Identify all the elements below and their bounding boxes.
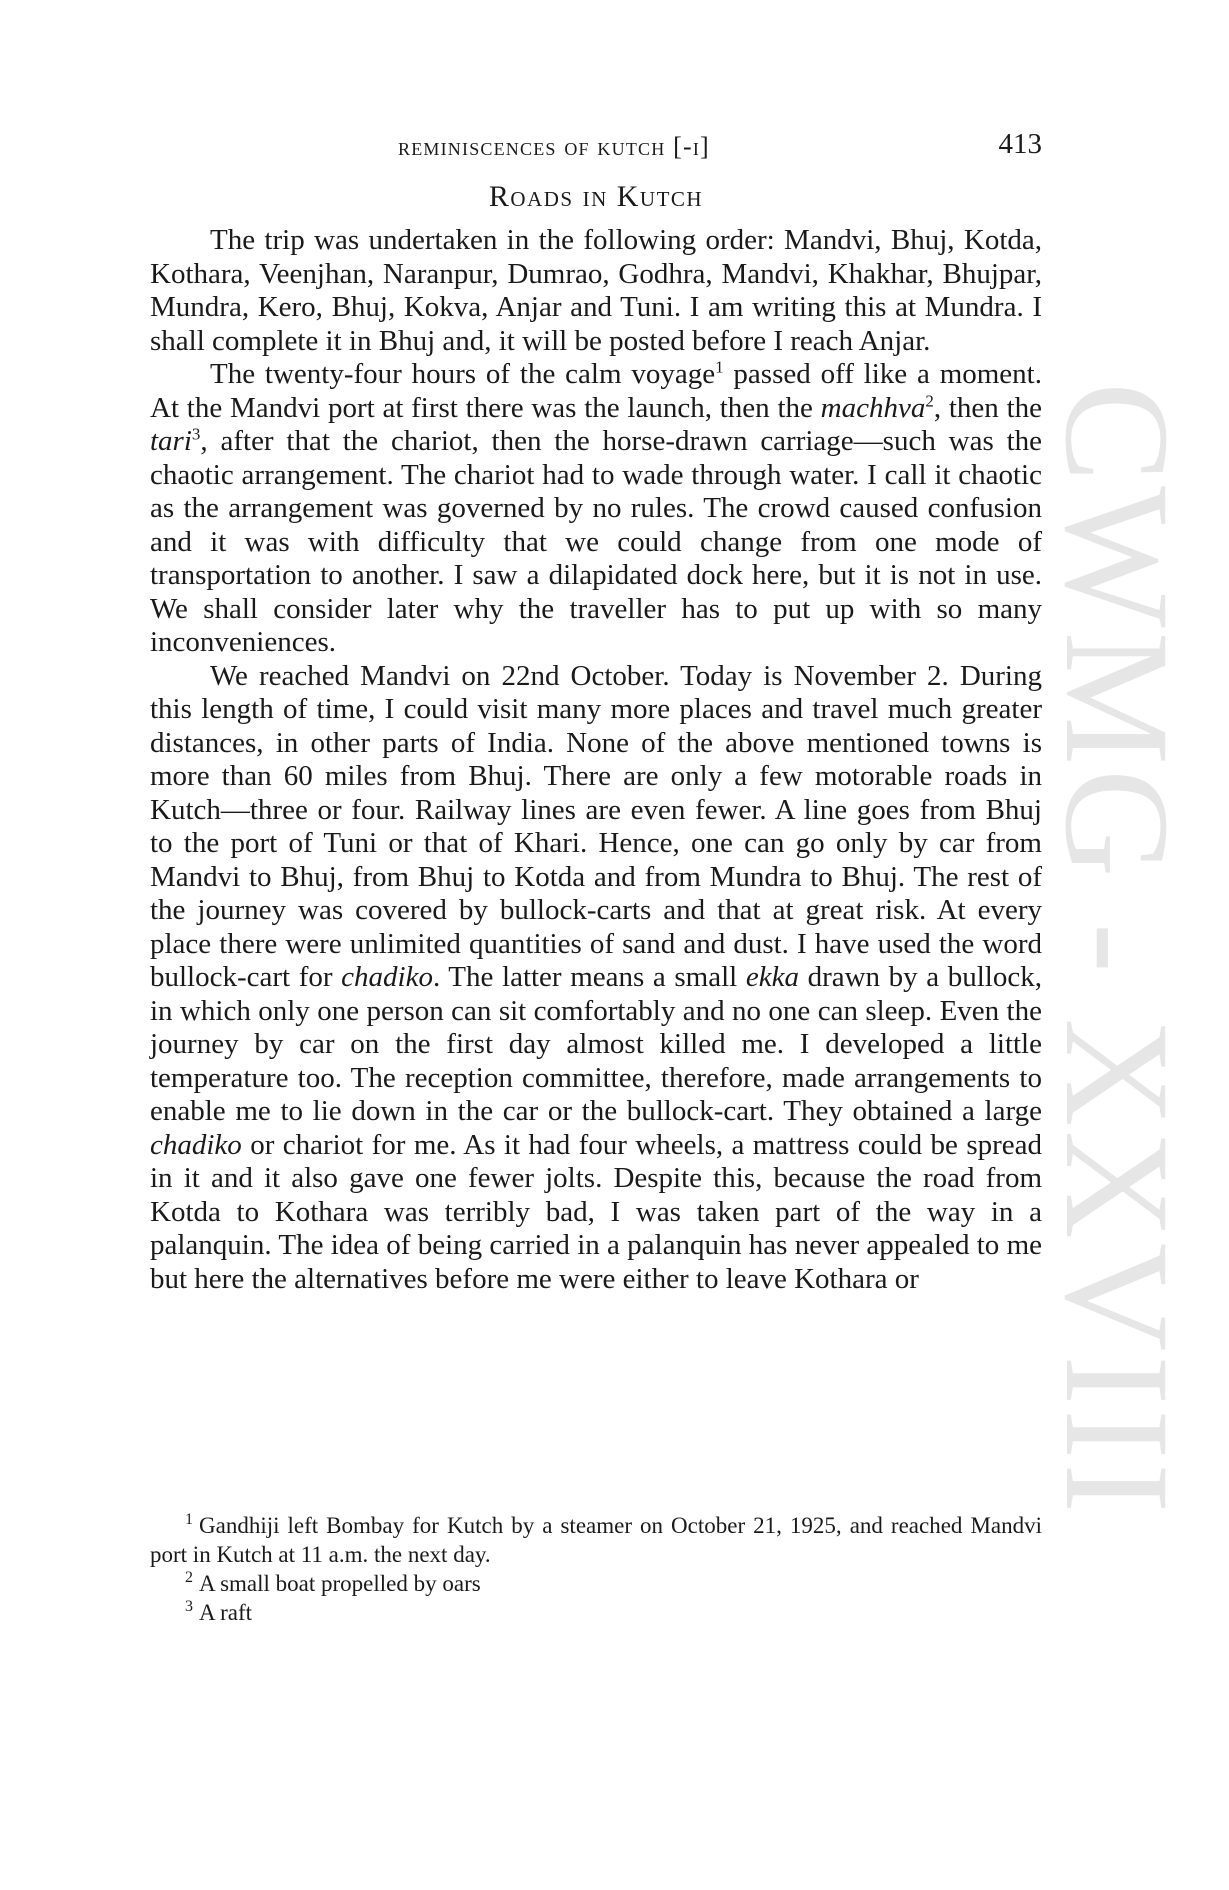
paragraph [150, 660, 1042, 1297]
footnote-ref: 2 [925, 390, 934, 410]
running-head: reminiscences of kutch [-i] [398, 132, 710, 161]
footnote-text: A small boat propelled by oars [199, 1571, 481, 1596]
footnote [150, 1511, 1042, 1569]
page-header [150, 128, 1042, 168]
paragraph-text: passed off like a moment. At the Mandvi port at first there was the launch, then the [150, 358, 1042, 424]
paragraph-text: The twenty-four hours of the calm voyage [210, 358, 716, 390]
paragraph [150, 224, 1042, 358]
italic-term: ekka [745, 961, 799, 993]
paragraph-text: , then the [933, 391, 1042, 424]
italic-term: machhva [820, 391, 926, 424]
footnote [150, 1598, 1042, 1627]
italic-term: tari [150, 425, 192, 457]
section-title: Roads in Kutch [488, 180, 704, 213]
footnote-text: Gandhiji left Bombay for Kutch by a steamer on October 21, 1925, and reached Mandvi port in Kutch at 11 a.m. the next day. [150, 1513, 1042, 1567]
watermark-text: CWMG - XXVIII [1034, 382, 1200, 1518]
watermark [1034, 382, 1200, 1518]
italic-term: chadiko [341, 961, 433, 993]
footnotes [150, 1511, 1042, 1627]
paragraph-text: The trip was undertaken in the following order: Mandvi, Bhuj, Kotda, Kothara, Veenjhan, Naranpur, Dumrao, Godhra, Mandvi, Khakhar, Bhujpar, Mundra, Kero, Bhuj, Kokva, Anjar and Tuni. I am writing this at Mundra. I shall complete it in Bhuj and, it will be posted before I reach Anjar. [150, 224, 1042, 357]
paragraph-text: , after that the chariot, then the horse-drawn carriage—such was the chaotic arrangement. The chariot had to wade through water. I call it chaotic as the arrangement was governed by no rules. The crowd caused confusion and it was with difficulty that we could change from one mode of transportation to another. I saw a dilapidated dock here, but it is not in use. We shall consider later why the traveller has to put up with so many inconveniences. [150, 425, 1042, 658]
footnote-number: 2 [185, 1569, 193, 1587]
paragraph-text: or chariot for me. As it had four wheels, a mattress could be spread in it and it also gave one fewer jolts. Despite this, because the road from Kotda to Kothara was terribly bad, I was taken part of the way in a palanquin. The idea of being carried in a palanquin has never appealed to me but here the alternatives before me were either to leave Kothara or [150, 1128, 1042, 1295]
paragraph-text: . The latter means a small [432, 961, 746, 993]
footnote-ref: 1 [715, 357, 724, 377]
paragraph-text: drawn by a bullock, in which only one person can sit comfortably and no one can sleep. Even the journey by car on the first day almost killed me. I developed a little temperature too. The reception committee, therefore, made arrangements to enable me to lie down in the car or the bullock-cart. They obtained a large [150, 961, 1042, 1127]
page-number: 413 [998, 128, 1042, 160]
body-text [150, 224, 1042, 1296]
footnote-number: 1 [185, 1511, 193, 1529]
footnote-number: 3 [185, 1598, 193, 1616]
footnote-ref: 3 [191, 424, 201, 444]
footnote-text: A raft [199, 1600, 253, 1625]
footnote [150, 1569, 1042, 1598]
paragraph [150, 358, 1042, 660]
paragraph-text: We reached Mandvi on 22nd October. Today is November 2. During this length of time, I could visit many more places and travel much greater distances, in other parts of India. None of the above mentioned towns is more than 60 miles from Bhuj. There are only a few motorable roads in Kutch—three or four. Railway lines are even fewer. A line goes from Bhuj to the port of Tuni or that of Khari. Hence, one can go only by car from Mandvi to Bhuj, from Bhuj to Kotda and from Mundra to Bhuj. The rest of the journey was covered by bullock-carts and that at great risk. At every place there were unlimited quantities of sand and dust. I have used the word bullock-cart for [150, 659, 1042, 993]
italic-term: chadiko [150, 1128, 242, 1161]
